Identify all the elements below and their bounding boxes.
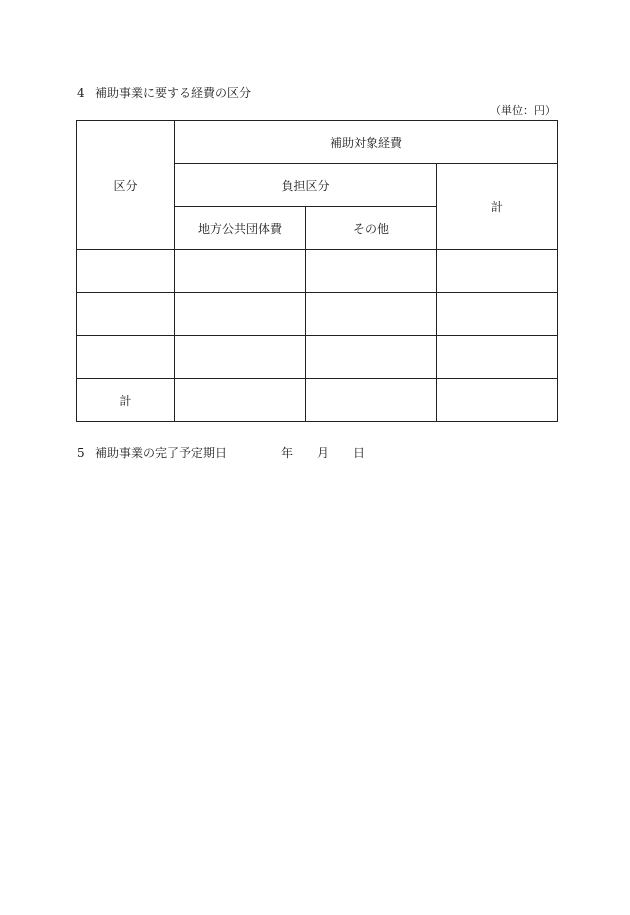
year-label: 年: [281, 446, 294, 460]
table-cell[interactable]: [77, 336, 175, 379]
table-header-row-1: [77, 121, 558, 164]
table-cell[interactable]: [437, 293, 558, 336]
section-5-number: 5: [77, 446, 85, 460]
header-local-government-cost: 地方公共団体費: [175, 207, 306, 250]
total-row-label: 計: [77, 379, 175, 422]
table-row: [77, 293, 558, 336]
table-cell[interactable]: [437, 379, 558, 422]
section-4-title: 補助事業に要する経費の区分: [95, 86, 252, 100]
unit-note: （単位：円）: [490, 104, 556, 117]
header-category: 区分: [77, 121, 175, 250]
section-5-title: 補助事業の完了予定期日: [95, 446, 228, 460]
header-burden-division: 負担区分: [175, 164, 437, 207]
table-row: [77, 336, 558, 379]
table-cell[interactable]: [77, 250, 175, 293]
table-cell[interactable]: [306, 250, 437, 293]
section-4-heading: [77, 86, 251, 100]
table-total-row: [77, 379, 558, 422]
header-other: その他: [306, 207, 437, 250]
table-cell[interactable]: [437, 336, 558, 379]
month-label: 月: [317, 446, 330, 460]
table-cell[interactable]: [175, 293, 306, 336]
section-4-number: 4: [77, 86, 85, 100]
table-row: [77, 250, 558, 293]
day-label: 日: [353, 446, 366, 460]
table-cell[interactable]: [306, 336, 437, 379]
table-cell[interactable]: [175, 379, 306, 422]
table-cell[interactable]: [437, 250, 558, 293]
cost-breakdown-table: [76, 120, 558, 422]
header-total: 計: [437, 164, 558, 250]
table-cell[interactable]: [306, 293, 437, 336]
section-5-heading: [77, 446, 365, 460]
table-cell[interactable]: [306, 379, 437, 422]
table-cell[interactable]: [175, 250, 306, 293]
table-cell[interactable]: [175, 336, 306, 379]
table-cell[interactable]: [77, 293, 175, 336]
header-target-costs: 補助対象経費: [175, 121, 558, 164]
